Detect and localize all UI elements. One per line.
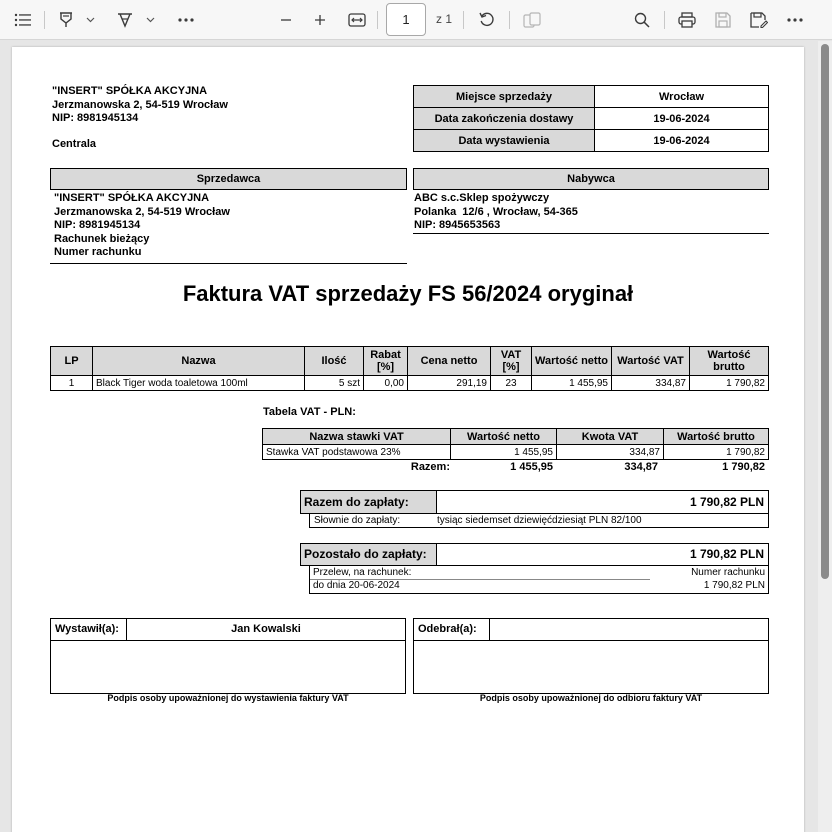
remaining-value: 1 790,82 PLN	[689, 547, 764, 561]
buyer-block	[414, 192, 578, 233]
remaining-box	[300, 543, 769, 566]
item-net-price: 291,19	[408, 376, 491, 391]
col-discount-line2: [%]	[376, 361, 395, 373]
remaining-details	[309, 566, 769, 594]
vat-total-net: 1 455,95	[510, 461, 553, 473]
to-pay-words-value: tysiąc siedemset dziewięćdziesiąt PLN 82/100	[437, 515, 642, 526]
vat-col-net: Wartość netto	[451, 429, 557, 445]
seller-block	[54, 192, 230, 260]
seller-heading: Sprzedawca	[50, 168, 407, 190]
items-table	[50, 346, 769, 391]
toolbar-divider	[44, 11, 45, 29]
seller-account-number-label: Numer rachunku	[54, 246, 142, 258]
col-net-price: Cena netto	[408, 347, 491, 376]
invoice-title: Faktura VAT sprzedaży FS 56/2024 oryginał	[182, 281, 634, 306]
payment-due-amount: 1 790,82 PLN	[703, 580, 765, 591]
vat-rate: Stawka VAT podstawowa 23%	[263, 445, 451, 460]
col-gross-line1: Wartość	[707, 349, 751, 361]
issuer-signature-caption: Podpis osoby upoważnionej do wystawienia faktury VAT	[107, 693, 349, 703]
contents-list-icon[interactable]	[10, 7, 36, 33]
header-company-name: "INSERT" SPÓŁKA AKCYJNA	[52, 85, 208, 97]
receiver-signature-box	[413, 618, 769, 694]
seller-underline	[50, 263, 407, 264]
buyer-underline	[413, 233, 769, 234]
save-icon[interactable]	[711, 7, 735, 33]
place-of-sale-label: Miejsce sprzedaży	[414, 86, 595, 108]
vat-table	[262, 428, 769, 460]
buyer-address: Polanka 12/6 , Wrocław, 54-365	[414, 205, 578, 218]
to-pay-words-row	[309, 514, 769, 528]
col-gross	[690, 347, 769, 376]
toolbar-divider	[509, 11, 510, 29]
receiver-name-field	[490, 619, 768, 641]
buyer-nip: NIP: 8945653563	[414, 219, 501, 231]
receiver-label: Odebrał(a):	[414, 619, 490, 641]
item-name: Black Tiger woda toaletowa 100ml	[93, 376, 305, 391]
buyer-heading: Nabywca	[413, 168, 769, 190]
item-qty: 5 szt	[305, 376, 364, 391]
print-icon[interactable]	[675, 7, 699, 33]
page-view-icon[interactable]	[520, 7, 544, 33]
header-company-nip: NIP: 8981945134	[52, 112, 139, 124]
toolbar-divider	[664, 11, 665, 29]
vat-gross: 1 790,82	[664, 445, 769, 460]
draw-icon[interactable]	[113, 7, 137, 33]
save-as-icon[interactable]	[747, 7, 771, 33]
seller-name: "INSERT" SPÓŁKA AKCYJNA	[54, 192, 210, 204]
col-lp: LP	[51, 347, 93, 376]
toolbar-divider	[463, 11, 464, 29]
item-vat: 23	[491, 376, 532, 391]
vat-table-title: Tabela VAT - PLN:	[263, 406, 356, 418]
item-vat-value: 334,87	[612, 376, 690, 391]
vat-net: 1 455,95	[451, 445, 557, 460]
col-gross-line2: brutto	[713, 361, 745, 373]
payment-due-date: do dnia 20-06-2024	[313, 580, 400, 591]
issuer-label: Wystawił(a):	[51, 619, 127, 641]
buyer-name: ABC s.c.Sklep spożywczy	[414, 192, 550, 204]
settings-more-icon[interactable]	[783, 7, 807, 33]
highlight-icon[interactable]	[54, 7, 78, 33]
to-pay-box	[300, 490, 769, 514]
page-count: z 1	[436, 12, 453, 26]
vat-total-label: Razem:	[410, 461, 450, 473]
table-row	[51, 376, 769, 391]
col-net-value: Wartość netto	[532, 347, 612, 376]
issuer-name: Jan Kowalski	[127, 619, 405, 641]
payment-method: Przelew, na rachunek:	[313, 567, 412, 578]
header-company-branch: Centrala	[52, 137, 97, 150]
header-company	[52, 85, 228, 151]
issue-date-label: Data wystawienia	[414, 130, 595, 152]
item-lp: 1	[51, 376, 93, 391]
header-company-address: Jerzmanowska 2, 54-519 Wrocław	[52, 98, 228, 111]
draw-options-chevron-icon[interactable]	[142, 7, 158, 33]
scrollbar-thumb[interactable]	[821, 44, 829, 579]
zoom-out-icon[interactable]	[274, 7, 298, 33]
to-pay-words-label: Słownie do zapłaty:	[314, 515, 401, 526]
col-name: Nazwa	[93, 347, 305, 376]
page-number-input[interactable]: 1	[386, 3, 426, 36]
more-tools-icon[interactable]	[174, 7, 198, 33]
remaining-label: Pozostało do zapłaty:	[301, 544, 437, 565]
vat-col-gross: Wartość brutto	[664, 429, 769, 445]
invoice-page	[12, 47, 804, 832]
issuer-signature-box	[50, 618, 406, 694]
item-discount: 0,00	[364, 376, 408, 391]
toolbar-divider	[377, 11, 378, 29]
item-net-value: 1 455,95	[532, 376, 612, 391]
vat-amount: 334,87	[557, 445, 664, 460]
highlight-options-chevron-icon[interactable]	[82, 7, 98, 33]
issue-date-value: 19-06-2024	[595, 130, 769, 152]
col-discount-line1: Rabat	[370, 349, 401, 361]
receiver-signature-caption: Podpis osoby upoważnionej do odbioru faktury VAT	[479, 693, 703, 703]
fit-width-icon[interactable]	[345, 7, 369, 33]
vat-total-vat: 334,87	[624, 461, 658, 473]
seller-address: Jerzmanowska 2, 54-519 Wrocław	[54, 205, 230, 218]
seller-nip: NIP: 8981945134	[54, 219, 141, 231]
zoom-in-icon[interactable]	[308, 7, 332, 33]
seller-account-label: Rachunek bieżący	[54, 232, 150, 245]
col-vat-line2: [%]	[502, 361, 520, 373]
rotate-icon[interactable]	[475, 7, 499, 33]
to-pay-label: Razem do zapłaty:	[301, 491, 437, 513]
table-row	[263, 445, 769, 460]
col-vat-line1: VAT	[500, 349, 522, 361]
search-icon[interactable]	[630, 7, 654, 33]
payment-account: Numer rachunku	[691, 567, 765, 578]
vat-total-gross: 1 790,82	[722, 461, 765, 473]
col-qty: Ilość	[305, 347, 364, 376]
col-vat	[491, 347, 532, 376]
invoice-meta-table	[413, 85, 769, 152]
pdf-toolbar	[0, 0, 832, 40]
item-gross: 1 790,82	[690, 376, 769, 391]
delivery-date-value: 19-06-2024	[595, 108, 769, 130]
vat-col-vat: Kwota VAT	[557, 429, 664, 445]
toolbar-spacer	[211, 11, 212, 29]
col-vat-value: Wartość VAT	[612, 347, 690, 376]
col-discount	[364, 347, 408, 376]
to-pay-value: 1 790,82 PLN	[689, 495, 764, 509]
delivery-date-label: Data zakończenia dostawy	[414, 108, 595, 130]
place-of-sale-value: Wrocław	[595, 86, 769, 108]
vat-col-rate: Nazwa stawki VAT	[263, 429, 451, 445]
